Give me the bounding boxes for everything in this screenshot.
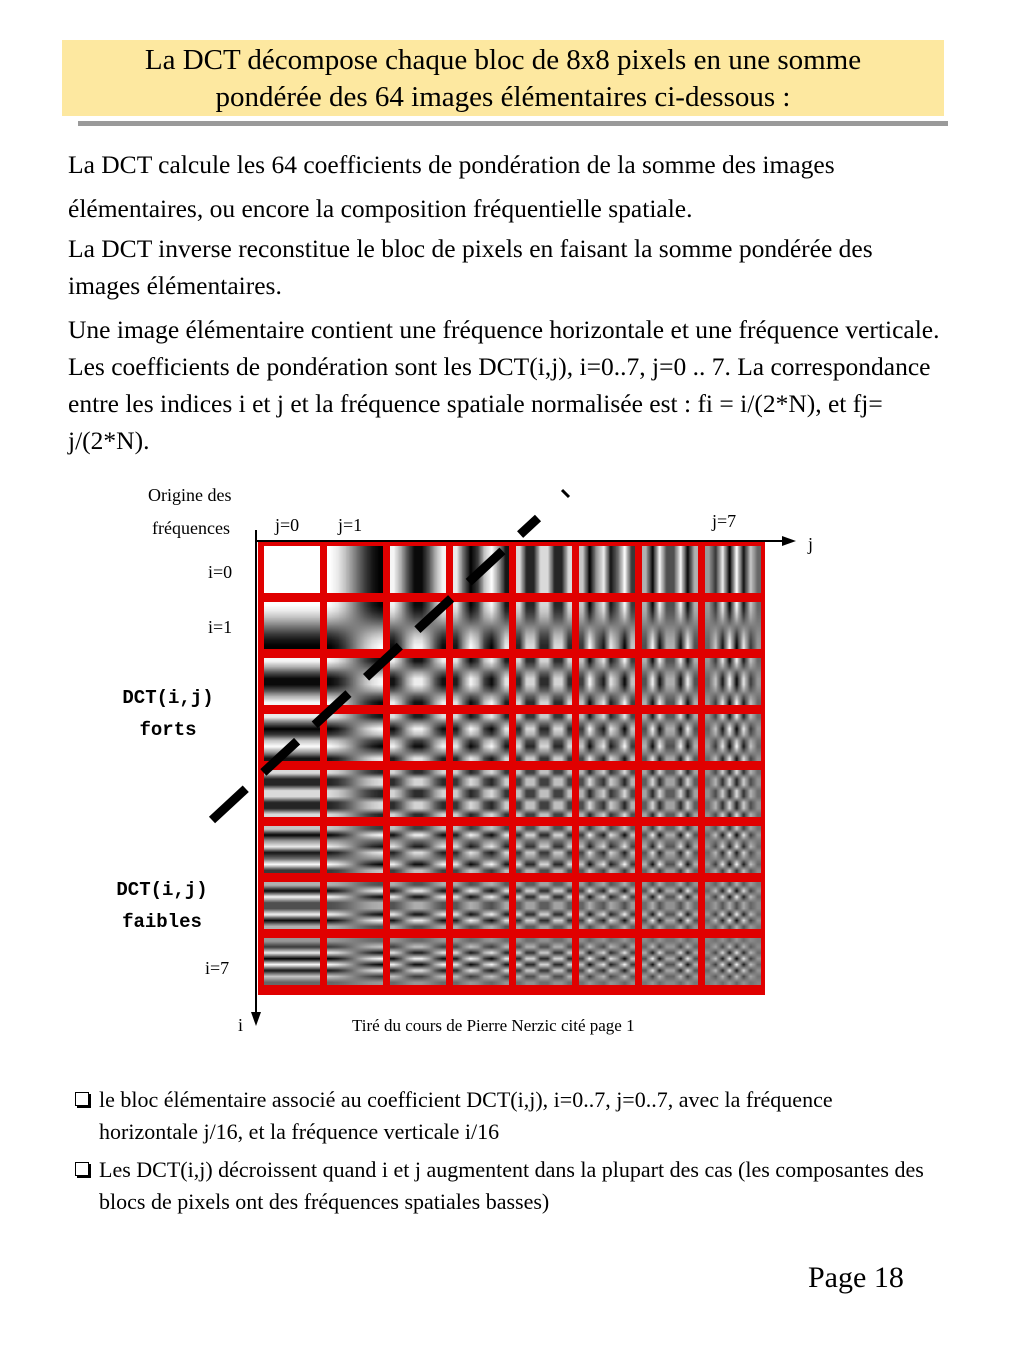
page-number: Page 18: [808, 1261, 904, 1294]
label-j0: j=0: [275, 515, 300, 535]
bullet-list: [75, 1084, 935, 1224]
diagonal-dashed-separator: [212, 518, 538, 820]
strong-label-line-1: DCT(i,j): [122, 687, 214, 709]
weak-label-line-2: faibles: [122, 911, 202, 933]
i-axis-label: i: [238, 1015, 244, 1035]
paragraph-inverse-dct: La DCT inverse reconstitue le bloc de pixels en faisant la somme pondérée des images élémentaires.: [68, 234, 873, 300]
weak-label-line-1: DCT(i,j): [116, 879, 208, 901]
label-j1: j=1: [338, 515, 363, 535]
bullet-item: [75, 1154, 935, 1218]
bullet-text-decreasing-coefficients: Les DCT(i,j) décroissent quand i et j augmentent dans la plupart des cas (les composantes des blocs de pixels ont des fréquences spatiales basses): [99, 1157, 924, 1214]
checkbox-bullet-icon: [75, 1162, 89, 1176]
j-axis-label: j: [808, 534, 814, 554]
figure-caption: Tiré du cours de Pierre Nerzic cité page 1: [352, 1016, 635, 1035]
diagonal-tick-mark: [562, 490, 569, 497]
checkbox-bullet-icon: [75, 1092, 89, 1106]
origin-label-line-1: Origine des: [148, 485, 232, 505]
origin-label-line-2: fréquences: [152, 518, 230, 538]
label-i0: i=0: [208, 562, 233, 582]
title-line-1: La DCT décompose chaque bloc de 8x8 pixels en une somme: [144, 44, 862, 76]
label-j7: j=7: [712, 511, 737, 531]
strong-label-line-2: forts: [139, 719, 197, 741]
i-axis-arrowhead: [251, 1012, 261, 1026]
label-i1: i=1: [208, 617, 233, 637]
j-axis-arrowhead: [782, 536, 796, 546]
label-i7: i=7: [205, 958, 230, 978]
paragraph-frequency-correspondence: Une image élémentaire contient une fréquence horizontale et une fréquence verticale. Les coefficients de pondération sont les DCT(i,j), i=0..7, j=0 .. 7. La correspondance entre les indices i et j et la fréquence spatiale normalisée est : fi = i/(2*N), et fj= j/(2*N).: [68, 315, 940, 455]
bullet-text-basis-block: le bloc élémentaire associé au coefficient DCT(i,j), i=0..7, j=0..7, avec la fréquence horizontale j/16, et la fréquence verticale i/16: [99, 1087, 833, 1144]
paragraph-dct-coefficients: La DCT calcule les 64 coefficients de pondération de la somme des images élémentaires, ou encore la composition fréquentielle spatiale.: [68, 150, 835, 223]
bullet-item: [75, 1084, 935, 1148]
title-line-2: pondérée des 64 images élémentaires ci-dessous :: [215, 81, 791, 113]
